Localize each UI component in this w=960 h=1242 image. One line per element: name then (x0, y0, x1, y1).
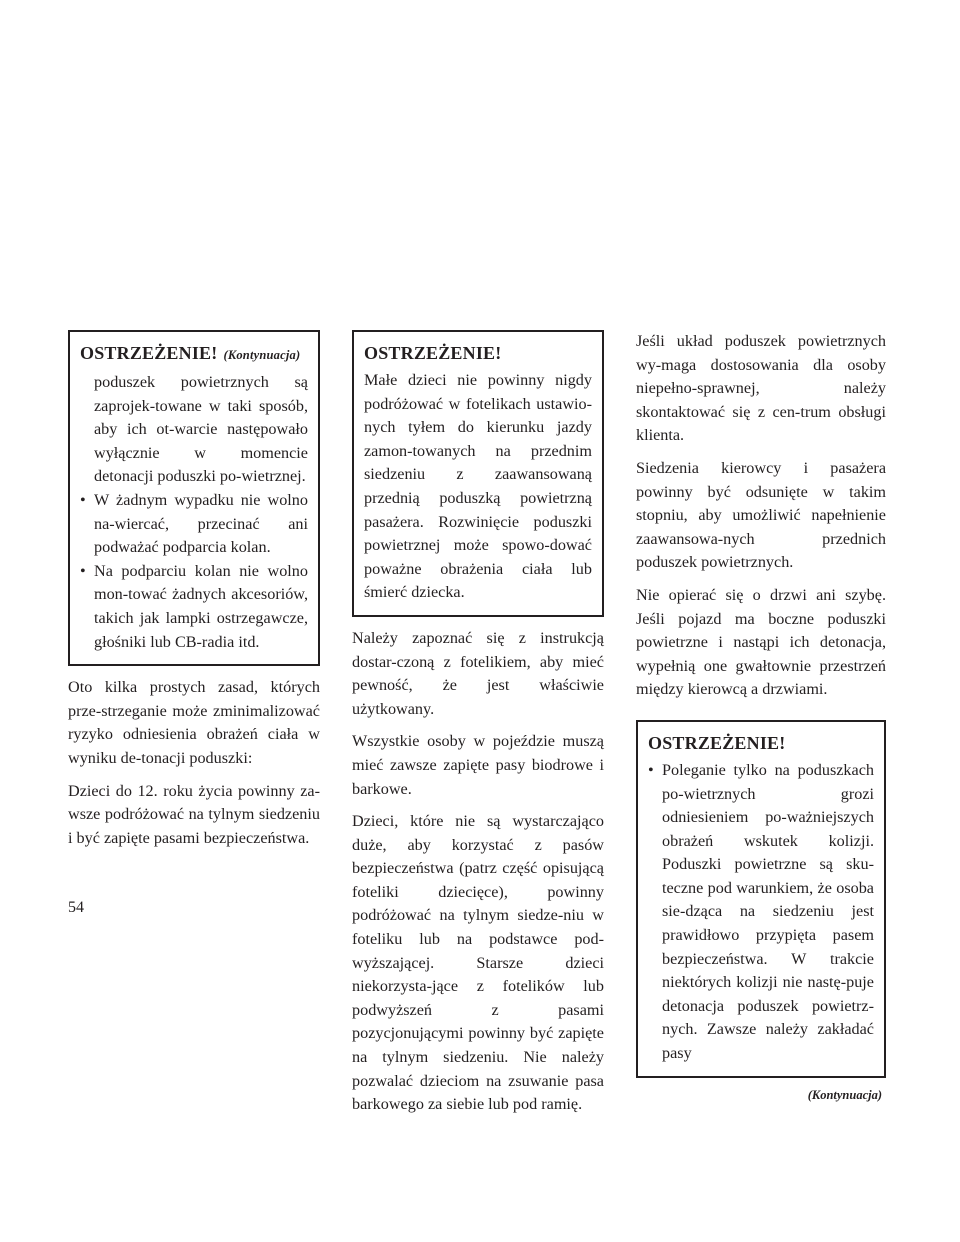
body-paragraph: Wszystkie osoby w pojeździe muszą mieć zawsze zapięte pasy biodrowe i barkowe. (352, 732, 604, 798)
body-paragraph: Dzieci, które nie są wystarczająco duże, aby korzystać z pasów bezpieczeństwa (patrz część opisującą foteliki dziecięce), powinny podróżować na tylnym siedze-niu w foteliku lub na podstawce pod-wyższającej. Starsze dzieci niekorzysta-jące z fotelików lub podwyższeń z pasami pozycjonującymi powinny być zapięte na tylnym siedzeniu. Nie należy pozwalać dzieciom na zsuwanie pasa barkowego za siebie lub pod ramię. (352, 812, 604, 1114)
warning-lead-text: poduszek powietrznych są zaprojek-towane w taki sposób, aby ich ot-warcie następowało wyłącznie w momencie detonacji poduszki po-wietrznej. (94, 373, 308, 486)
bullet-icon: • (80, 490, 86, 509)
warning-text: Małe dzieci nie powinny nigdy podróżować w fotelikach ustawio-nych tyłem do kierunku jazdy zamon-towanych na przednim siedzeniu z zaawansowaną przednią poduszką powietrzną pasażera. Rozwinięcie poduszki powietrznej może spowo-dować poważne obrażenia ciała lub śmierć dziecka. (364, 371, 592, 602)
warning-bullet (80, 560, 308, 654)
warning-title: OSTRZEŻENIE! (648, 732, 786, 753)
continued-label: (Kontynuacja) (223, 348, 301, 362)
page-number: 54 (68, 899, 84, 916)
warning-bullet (648, 759, 874, 1066)
continued-footer: (Kontynuacja) (807, 1087, 882, 1102)
bullet-icon: • (80, 561, 86, 580)
warning-bullet-text: Na podparciu kolan nie wolno mon-tować żadnych akcesoriów, takich jak lampki ostrzegawcze, głośniki lub CB-radia itd. (94, 561, 308, 651)
warning-box (352, 330, 604, 617)
body-paragraph: Jeśli układ poduszek powietrznych wy-maga dostosowania dla osoby niepełno-sprawnej, należy skontaktować się z cen-trum obsługi klienta. (636, 332, 886, 445)
warning-bullet (80, 489, 308, 560)
body-paragraph: Oto kilka prostych zasad, których prze-strzeganie może zminimalizować ryzyko odniesienia obrażeń ciała w wyniku de-tonacji poduszki: (68, 678, 320, 767)
column-middle (352, 330, 604, 1126)
warning-heading (80, 340, 308, 368)
warning-bullet-text: W żadnym wypadku nie wolno na-wiercać, przecinać ani podważać podparcia kolan. (94, 490, 308, 557)
warning-title: OSTRZEŻENIE! (364, 343, 502, 363)
column-right (636, 330, 886, 1107)
warning-title: OSTRZEŻENIE! (80, 343, 218, 363)
body-paragraph: Siedzenia kierowcy i pasażera powinny być odsunięte w takim stopniu, aby umożliwić napełnienie zaawansowa-nych przednich poduszek powietrznych. (636, 458, 886, 572)
body-paragraph: Nie opierać się o drzwi ani szybę. Jeśli pojazd ma boczne poduszki powietrzne i nastąpi ich detonacja, wypełnią one gwałtownie przestrzeń między kierowcą a drzwiami. (636, 585, 886, 699)
bullet-icon: • (648, 760, 654, 779)
body-paragraph: Dzieci do 12. roku życia powinny za-wsze podróżować na tylnym siedzeniu i być zapięte pasami bezpieczeństwa. (68, 781, 320, 847)
warning-bullet-text: Poleganie tylko na poduszkach po-wietrznych grozi odniesieniem po-ważniejszych obrażeń wskutek kolizji. Poduszki powietrzne są sku-teczne pod warunkiem, że osoba sie-dząca na siedzeniu jest prawidłowo przypięta pasem bezpieczeństwa. W trakcie niektórych kolizji nie nastę-puje detonacja poduszek powietrz-nych. Zawsze należy zakładać pasy (662, 760, 874, 1063)
column-left (68, 330, 320, 859)
warning-box (636, 720, 886, 1078)
warning-box-continued (68, 330, 320, 666)
body-paragraph: Należy zapoznać się z instrukcją dostar-czoną z fotelikiem, aby mieć pewność, że jest właściwie użytkowany. (352, 628, 604, 718)
